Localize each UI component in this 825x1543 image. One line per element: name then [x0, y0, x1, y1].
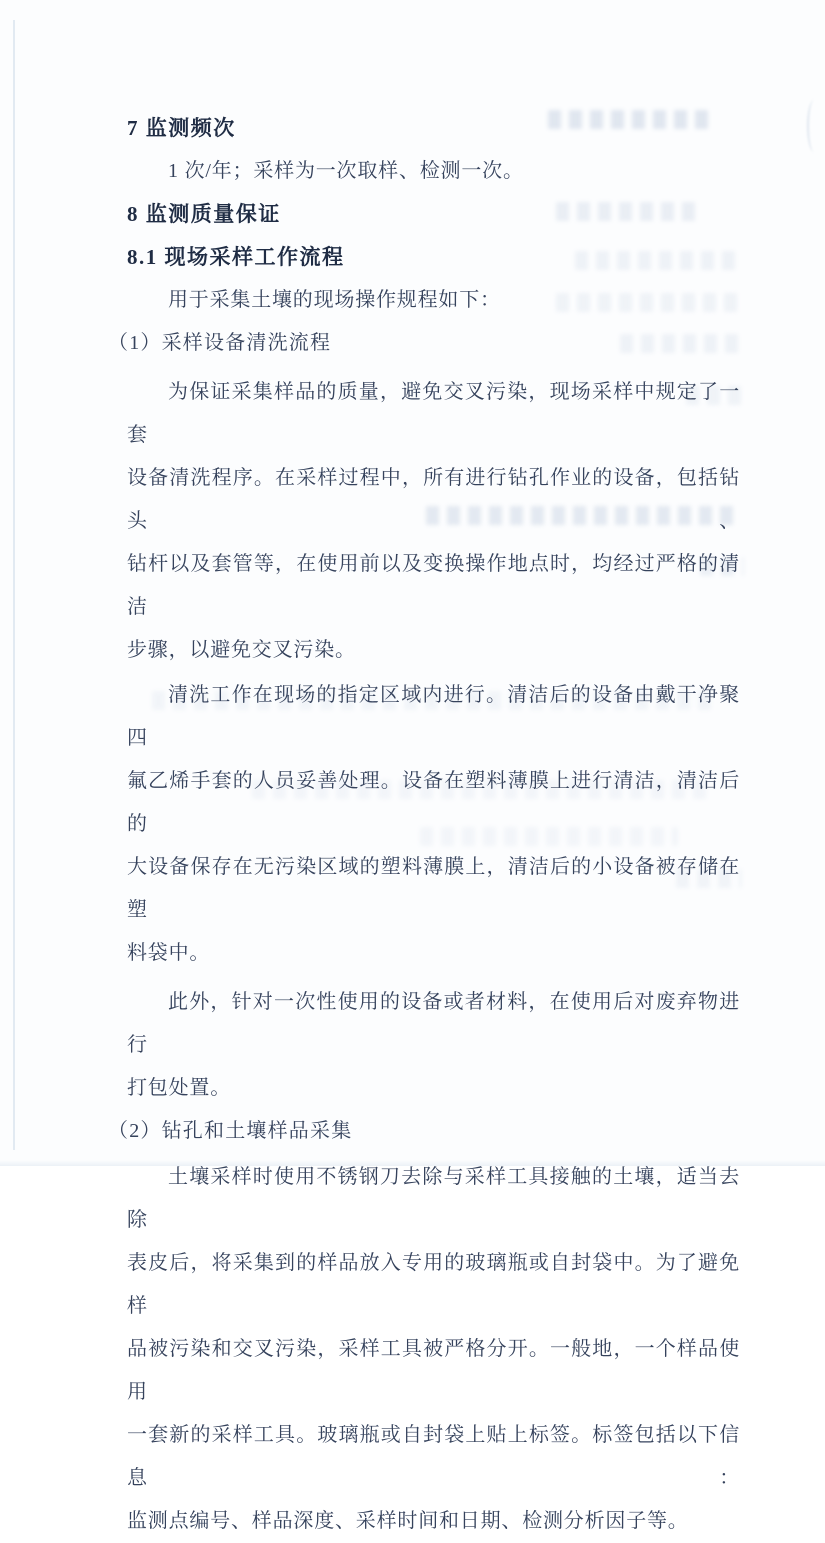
scan-edge-left [13, 20, 15, 1150]
text-line: 一套新的采样工具。玻璃瓶或自封袋上贴上标签。标签包括以下信息： [127, 1424, 740, 1489]
text-line: 表皮后，将采集到的样品放入专用的玻璃瓶或自封袋中。为了避免样 [127, 1252, 740, 1317]
text-line: 钻杆以及套管等，在使用前以及变换操作地点时，均经过严格的清洁 [127, 553, 740, 618]
text-line: 此外，针对一次性使用的设备或者材料，在使用后对废弃物进行 [127, 991, 740, 1056]
document-body [108, 107, 740, 1543]
text-line: 为保证采集样品的质量，避免交叉污染，现场采样中规定了一套 [127, 381, 740, 446]
item-2-drilling-sampling-label: （2）钻孔和土壤样品采集 [108, 1120, 353, 1142]
heading-8-quality-assurance: 8 监测质量保证 [127, 202, 281, 226]
para-monitoring-frequency: 1 次/年；采样为一次取样、检测一次。 [168, 160, 524, 182]
text-line: 设备清洗程序。在采样过程中，所有进行钻孔作业的设备，包括钻头、 [127, 467, 740, 532]
text-line: 品被污染和交叉污染，采样工具被严格分开。一般地，一个样品使用 [127, 1338, 740, 1403]
heading-8-1-field-sampling-workflow: 8.1 现场采样工作流程 [127, 245, 345, 269]
text-line: 大设备保存在无污染区域的塑料薄膜上，清洁后的小设备被存储在塑 [127, 856, 740, 921]
text-line: 氟乙烯手套的人员妥善处理。设备在塑料薄膜上进行清洁，清洁后的 [127, 770, 740, 835]
text-line: 清洗工作在现场的指定区域内进行。清洁后的设备由戴干净聚四 [127, 684, 740, 749]
text-line: 土壤采样时使用不锈钢刀去除与采样工具接触的土壤，适当去除 [127, 1166, 740, 1231]
text-line: 步骤，以避免交叉污染。 [127, 639, 356, 661]
text-line: 打包处置。 [127, 1077, 231, 1099]
item-1-equipment-cleaning-label: （1）采样设备清洗流程 [108, 332, 332, 354]
heading-7-monitoring-frequency: 7 监测频次 [127, 116, 236, 140]
text-line: 监测点编号、样品深度、采样时间和日期、检测分析因子等。 [127, 1510, 689, 1532]
para-workflow-intro: 用于采集土壤的现场操作规程如下： [168, 289, 501, 311]
scan-edge-arc [807, 100, 821, 152]
text-line: 料袋中。 [127, 942, 211, 964]
